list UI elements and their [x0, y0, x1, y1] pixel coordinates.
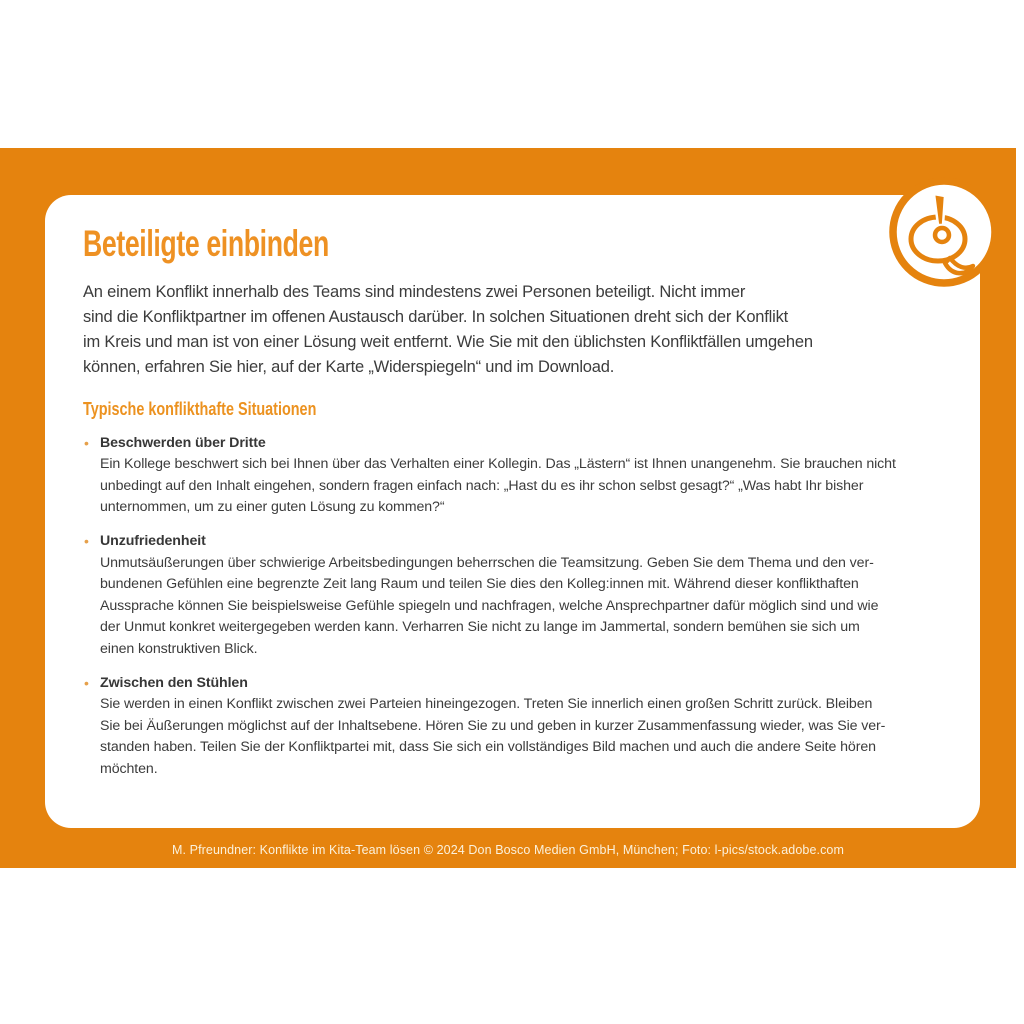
text-line: der Unmut konkret weitergegeben werden kann. Verharren Sie nicht zu lange im Jammertal, sondern bemühen sie sich um — [100, 619, 860, 636]
text-line: einen konstruktiven Blick. — [100, 640, 258, 657]
bullet-icon: • — [84, 533, 89, 550]
bullet-list — [83, 433, 940, 780]
bullet-body — [100, 454, 940, 518]
text-line: möchten. — [100, 760, 158, 777]
text-line: bundenen Gefühlen eine begrenzte Zeit lang Raum und teilen Sie dies den Kolleg:innen mit. Während dieser konflikthaften — [100, 576, 859, 593]
bullet-body — [100, 694, 940, 780]
list-item — [83, 673, 940, 780]
intro-paragraph — [83, 280, 940, 380]
text-line: Sie werden in einen Konflikt zwischen zwei Parteien hineingezogen. Treten Sie innerlich einen großen Schritt zurück. Bleiben — [100, 696, 873, 713]
text-line: Aussprache können Sie beispielsweise Gefühle spiegeln und nachfragen, welche Ansprechpartner dafür möglich sind und wie — [100, 597, 879, 614]
text-line: Sie bei Äußerungen möglichst auf der Inhaltsebene. Hören Sie zu und geben in kurzer Zusammenfassung wieder, was Sie ver- — [100, 717, 886, 734]
section-heading: Typische konflikthafte Situationen — [83, 398, 317, 419]
text-line: standen haben. Teilen Sie der Konfliktpartei mit, dass Sie sich ein vollständiges Bild machen und auch die andere Seite hören — [100, 739, 876, 756]
bullet-icon: • — [84, 434, 89, 451]
page-title: Beteiligte einbinden — [83, 223, 329, 264]
content-card — [45, 195, 980, 828]
text-line: Unmutsäußerungen über schwierige Arbeitsbedingungen beherrschen die Teamsitzung. Geben Sie dem Thema und den ver- — [100, 554, 874, 571]
text-line: An einem Konflikt innerhalb des Teams sind mindestens zwei Personen beteiligt. Nicht immer — [83, 282, 746, 301]
text-line: unbedingt auf den Inhalt eingehen, sondern fragen einfach nach: „Hast du es ihr schon selbst gesagt?“ „Was habt Ihr bisher — [100, 477, 864, 494]
credit-line: M. Pfreundner: Konflikte im Kita-Team lösen © 2024 Don Bosco Medien GmbH, München; Foto: l-pics/stock.adobe.com — [172, 843, 844, 857]
bullet-heading: Beschwerden über Dritte — [100, 434, 266, 451]
list-item — [83, 433, 940, 519]
list-item — [83, 531, 940, 659]
bullet-heading: Unzufriedenheit — [100, 533, 206, 550]
bullet-body — [100, 553, 940, 660]
card-content — [45, 195, 980, 780]
bullet-heading: Zwischen den Stühlen — [100, 674, 248, 691]
text-line: unternommen, um zu einer guten Lösung zu kommen?“ — [100, 499, 445, 516]
text-line: können, erfahren Sie hier, auf der Karte „Widerspiegeln“ und im Download. — [83, 357, 615, 376]
speech-bubble-exclamation-icon — [884, 172, 1004, 292]
text-line: im Kreis und man ist von einer Lösung weit entfernt. Wie Sie mit den üblichsten Konfliktfällen umgehen — [83, 332, 813, 351]
text-line: sind die Konfliktpartner im offenen Austausch darüber. In solchen Situationen dreht sich der Konflikt — [83, 307, 789, 326]
text-line: Ein Kollege beschwert sich bei Ihnen über das Verhalten einer Kollegin. Das „Lästern“ ist Ihnen unangenehm. Sie brauchen nicht — [100, 456, 896, 473]
bullet-icon: • — [84, 674, 89, 691]
